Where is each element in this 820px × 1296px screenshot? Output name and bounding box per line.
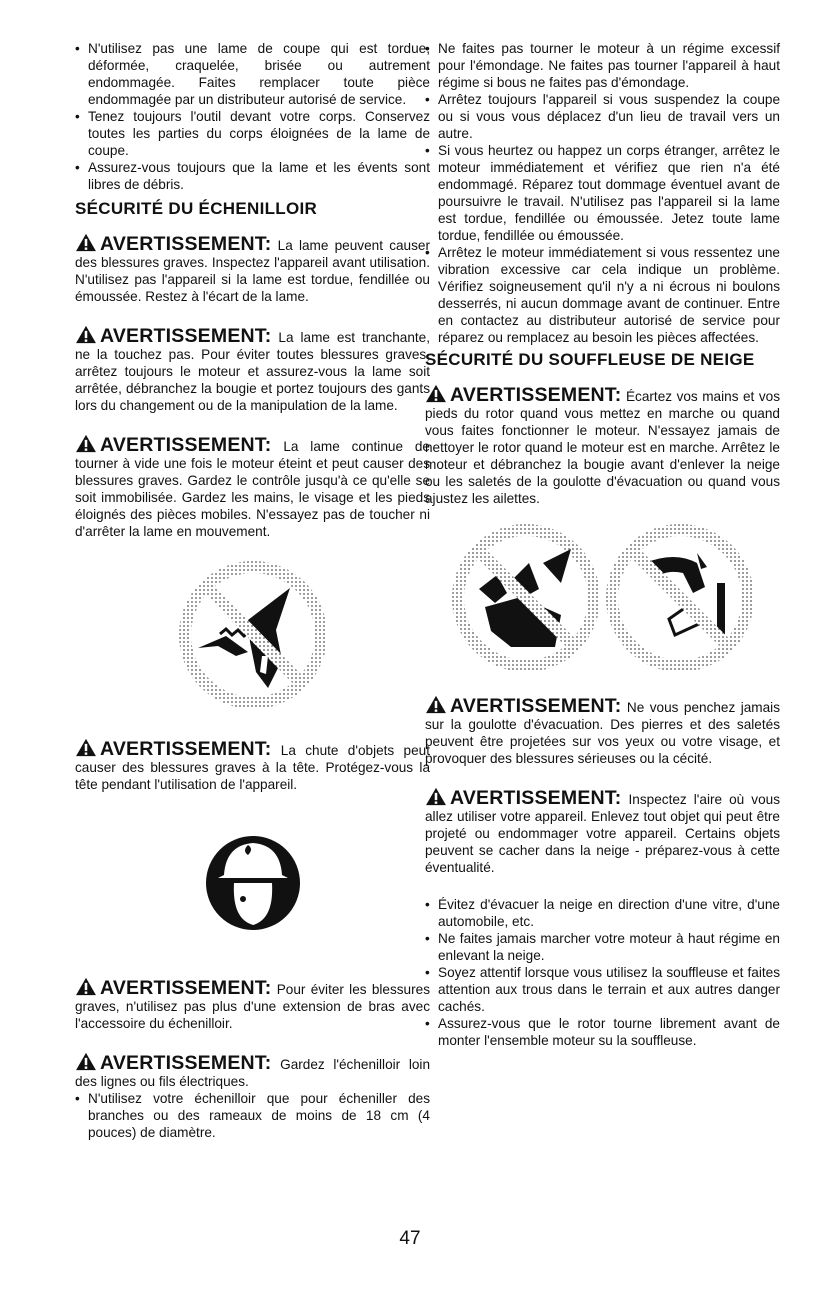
list-item: • Ne faites jamais marcher votre moteur à haut régime en enlevant la neige.: [425, 930, 780, 964]
warning-text: Pour éviter les blessures graves, n'utilisez pas plus d'une extension de bras avec l'accessoire du échenilloir.: [75, 982, 430, 1031]
left-column: [75, 40, 430, 1141]
warning-triangle-icon: [75, 738, 97, 757]
warning-triangle-icon: [75, 977, 97, 996]
warning-label: AVERTISSEMENT:: [100, 977, 272, 999]
warning-paragraph: [75, 233, 430, 305]
list-item: • Assurez-vous toujours que la lame et les évents sont libres de débris.: [75, 159, 430, 193]
list-item: • Si vous heurtez ou happez un corps étranger, arrêtez le moteur immédiatement et vérifiez que rien n'a été endommagé. Réparez tout dommage éventuel avant de poursuivre le travail. N'utilisez pas l'appareil si la lame est tordue, fendillée ou émoussée. Jetez toute lame tordue, fendillée ou émoussée.: [425, 142, 780, 244]
warning-paragraph: [75, 738, 430, 793]
warning-triangle-icon: [75, 1052, 97, 1071]
warning-text: Inspectez l'aire où vous allez utiliser votre appareil. Enlevez tout objet qui peut être projeté ou endommager votre appareil. Certains objets peuvent se cacher dans la neige - préparez-vous à cette éventualité.: [425, 792, 780, 875]
warning-triangle-icon: [425, 787, 447, 806]
page-number: 47: [399, 1228, 421, 1249]
list-item: • N'utilisez pas une lame de coupe qui est tordue, déformée, craquelée, brisée ou autrement endommagée. Faites remplacer toute pièce endommagée par un distributeur autorisé de service.: [75, 40, 430, 108]
warning-label: AVERTISSEMENT:: [100, 434, 272, 456]
section-title-snow-thrower: SÉCURITÉ DU SOUFFLEUSE DE NEIGE: [425, 350, 755, 369]
no-leaning-over-chute-icon: [605, 523, 755, 673]
section-title-pruner: SÉCURITÉ DU ÉCHENILLOIR: [75, 199, 318, 218]
warning-text: La chute d'objets peut causer des blessures graves à la tête. Protégez-vous la tête pendant l'utilisation de l'appareil.: [75, 743, 430, 792]
list-item: • Ne faites pas tourner le moteur à un régime excessif pour l'émondage. Ne faites pas tourner l'appareil à haut régime si bous ne faites pas d'émondage.: [425, 40, 780, 91]
warning-text: La lame est tranchante, ne la touchez pas. Pour éviter toutes blessures graves, arrêtez toujours le moteur et assurez-vous la lame soit arrêtée, débranchez la bougie et portez toujours des gants lors du changement ou de la manipulation de la lame.: [75, 330, 430, 413]
warning-paragraph: [75, 977, 430, 1032]
warning-triangle-icon: [425, 384, 447, 403]
no-touching-blade-icon: [178, 560, 328, 710]
head-protection-icon: [204, 823, 302, 943]
list-item: • Soyez attentif lorsque vous utilisez la souffleuse et faites attention aux trous dans le terrain et aux autres danger cachés.: [425, 964, 780, 1015]
right-end-bullets: [425, 896, 780, 1049]
warning-paragraph: [75, 325, 430, 414]
warning-triangle-icon: [75, 434, 97, 453]
warning-paragraph: [75, 1052, 430, 1090]
warning-triangle-icon: [425, 695, 447, 714]
list-item: • Évitez d'évacuer la neige en direction d'une vitre, d'une automobile, etc.: [425, 896, 780, 930]
warning-label: AVERTISSEMENT:: [100, 1052, 272, 1074]
warning-text: Ne vous penchez jamais sur la goulotte d'évacuation. Des pierres et des saletés peuvent être projetées sur vos yeux ou votre visage, et provoquer des blessures sérieuses ou la cécité.: [425, 700, 780, 766]
right-column: [425, 40, 780, 1049]
right-intro-bullets: [425, 40, 780, 346]
list-item: • Arrêtez le moteur immédiatement si vous ressentez une vibration excessive car cela indique un problème. Vérifiez soigneusement qu'il n'y a ni écrous ni boulons desserrés, ni aucun dommage avant de continuer. Entre en contactez au distributeur autorisé de service pour réparez ou remplacez au besoin les pièces affectées.: [425, 244, 780, 346]
list-item: • N'utilisez votre échenilloir que pour écheniller des branches ou des rameaux de moins de 18 cm (4 pouces) de diamètre.: [75, 1090, 430, 1141]
warning-label: AVERTISSEMENT:: [100, 738, 272, 760]
warning-paragraph: [425, 384, 780, 507]
warning-label: AVERTISSEMENT:: [100, 233, 272, 255]
list-item: • Assurez-vous que le rotor tourne librement avant de monter l'ensemble moteur su la souffleuse.: [425, 1015, 780, 1049]
left-end-bullets: [75, 1090, 430, 1141]
warning-label: AVERTISSEMENT:: [450, 695, 622, 717]
warning-label: AVERTISSEMENT:: [450, 384, 622, 406]
list-item: • Arrêtez toujours l'appareil si vous suspendez la coupe ou si vous vous déplacez d'un lieu de travail vers un autre.: [425, 91, 780, 142]
warning-text: Gardez l'échenilloir loin des lignes ou fils électriques.: [75, 1057, 430, 1089]
warning-text: Écartez vos mains et vos pieds du rotor quand vous mettez en marche ou quand vous faites fonctionner le moteur. N'essayez jamais de nettoyer le rotor quand le moteur est en marche. Arrêtez le moteur et débranchez la bougie avant d'enlever la neige ou les saletés de la goulotte d'évacuation ou quand vous ajustez les ailettes.: [425, 389, 780, 506]
warning-label: AVERTISSEMENT:: [100, 325, 272, 347]
warning-paragraph: [425, 695, 780, 767]
pictogram-row: [425, 523, 780, 673]
warning-triangle-icon: [75, 325, 97, 344]
warning-text: La lame continue de tourner à vide une fois le moteur éteint et peut causer des blessures graves. Gardez le contrôle jusqu'à ce qu'elle se soit immobilisée. Gardez les mains, le visage et les pieds éloignés des pièces mobiles. N'essayez pas de toucher ni d'arrêter la lame en mouvement.: [75, 439, 430, 539]
warning-text: La lame peuvent causer des blessures graves. Inspectez l'appareil avant utilisation. N'utilisez pas l'appareil si la lame est tordue, fendillée ou émoussée. Restez à l'écart de la lame.: [75, 238, 430, 304]
warning-triangle-icon: [75, 233, 97, 252]
warning-paragraph: [425, 787, 780, 876]
no-hands-rotor-icon: [451, 523, 601, 673]
list-item: • Tenez toujours l'outil devant votre corps. Conservez toutes les parties du corps éloignées de la lame de coupe.: [75, 108, 430, 159]
warning-paragraph: [75, 434, 430, 540]
warning-label: AVERTISSEMENT:: [450, 787, 622, 809]
left-intro-bullets: [75, 40, 430, 193]
